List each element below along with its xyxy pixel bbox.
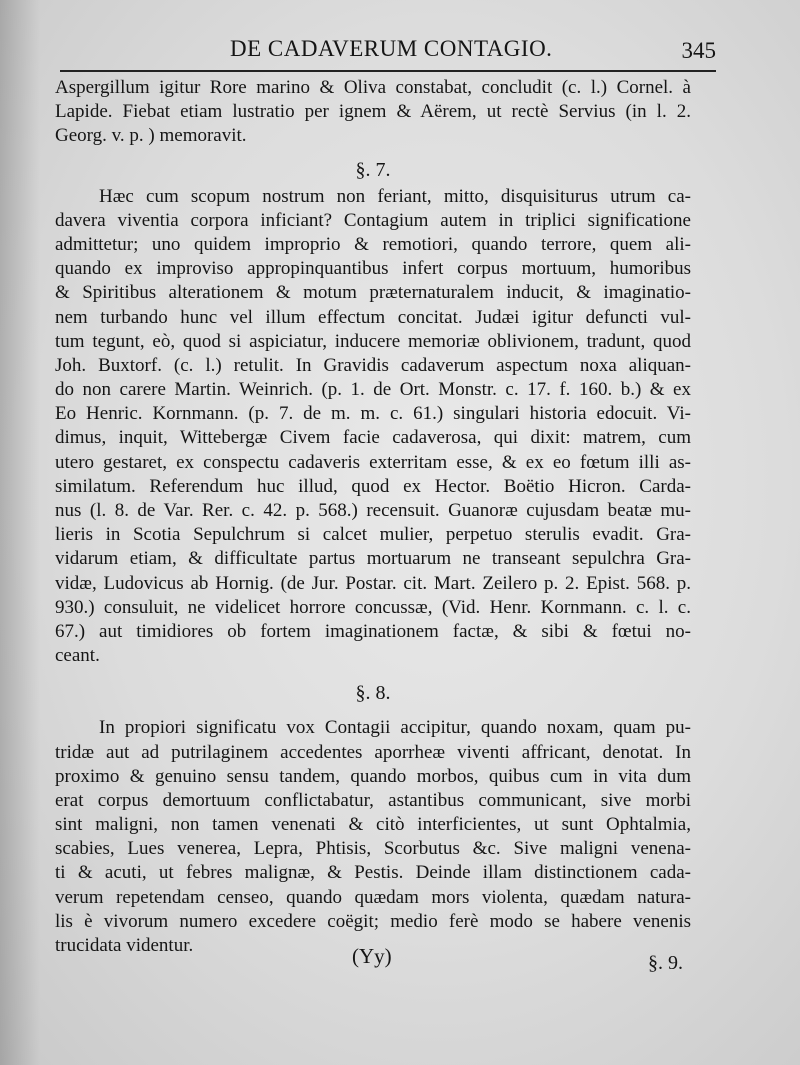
section-8-heading: §. 8.: [355, 682, 391, 705]
running-head: [60, 36, 716, 74]
text-line: vidarum etiam, & difficultate partus mortuarum ne transeant sepulchra Gra-: [55, 548, 691, 570]
text-line: proximo & genuino sensu tandem, quando morbos, quibus cum in vita dum: [55, 765, 691, 787]
text-line: admittetur; uno quidem improprio & remotiori, quando terrore, quem ali-: [55, 233, 691, 255]
text-line: vidæ, Ludovicus ab Hornig. (de Jur. Postar. cit. Mart. Zeilero p. 2. Epist. 568. p.: [55, 572, 691, 594]
intro-paragraph: [55, 76, 691, 149]
text-line: utero gestaret, ex conspectu cadaveris exterritam esse, & ex eo fœtum illi as-: [55, 451, 691, 473]
text-line: verum repetendam censeo, quando quædam mors violenta, quædam natura-: [55, 886, 691, 908]
text-line: In propiori significatu vox Contagii accipitur, quando noxam, quam pu-: [99, 717, 691, 739]
text-line: quando ex improviso appropinquantibus infert corpus mortuum, humoribus: [55, 258, 691, 280]
catchword: §. 9.: [648, 952, 683, 974]
text-line: tridæ aut ad putrilaginem accedentes aporrheæ viventi affricant, denotat. In: [55, 741, 691, 763]
text-line: erat corpus demortuum conflictabatur, astantibus communicant, sive morbi: [55, 789, 691, 811]
main-text: [55, 76, 691, 958]
text-line: ti & acuti, ut febres malignæ, & Pestis. Deinde illam distinctionem cada-: [55, 862, 691, 884]
text-line: scabies, Lues venerea, Lepra, Phtisis, Scorbutus &c. Sive maligni venena-: [55, 838, 691, 860]
text-line: ceant.: [55, 645, 100, 667]
text-line: tum tegunt, eò, quod si aspiciatur, inducere memoriæ oblivionem, tradunt, quod: [55, 330, 691, 352]
text-line: & Spiritibus alterationem & motum præternaturalem inducit, & imaginatio-: [55, 282, 691, 304]
text-line: 67.) aut timidiores ob fortem imaginationem factæ, & sibi & fœtui no-: [55, 620, 691, 642]
text-line: dimus, inquit, Wittebergæ Civem facie cadaverosa, qui dixit: matrem, cum: [55, 427, 691, 449]
text-line: nus (l. 8. de Var. Rer. c. 42. p. 568.) recensuit. Guanoræ cujusdam beatæ mu-: [55, 500, 691, 521]
header-rule: [60, 70, 716, 72]
section-8-paragraph: [55, 716, 691, 958]
text-line: Aspergillum igitur Rore marino & Oliva constabat, concludit (c. l.) Cornel. à: [55, 77, 691, 98]
text-line: sint maligni, non tamen venenati & citò interficientes, ut sunt Ophtalmia,: [55, 814, 691, 836]
page-number: 345: [681, 38, 716, 63]
running-title: DE CADAVERUM CONTAGIO.: [230, 36, 553, 61]
gutter-shadow: [0, 0, 40, 1065]
signature-mark: (Yy): [352, 944, 392, 968]
text-line: Lapide. Fiebat etiam lustratio per ignem & Aërem, ut rectè Servius (in l. 2.: [55, 101, 691, 123]
text-line: Georg. v. p. ) memoravit.: [55, 125, 247, 147]
text-line: 930.) consuluit, ne videlicet horrore concussæ, (Vid. Henr. Kornmann. c. l. c.: [55, 596, 691, 618]
text-line: Hæc cum scopum nostrum non feriant, mitto, disquisiturus utrum ca-: [99, 185, 691, 207]
section-7-heading: §. 7.: [355, 158, 391, 181]
text-line: do non carere Martin. Weinrich. (p. 1. de Ort. Monstr. c. 17. f. 160. b.) & ex: [55, 379, 691, 401]
text-line: Eo Henric. Kornmann. (p. 7. de m. m. c. 61.) singulari historia edocuit. Vi-: [55, 403, 691, 425]
text-line: davera viventia corpora inficiant? Contagium autem in triplici significatione: [55, 209, 691, 231]
text-line: trucidata videntur.: [55, 935, 194, 956]
text-line: lieris in Scotia Sepulchrum si calcet mulier, perpetuo sterulis evadit. Gra-: [55, 524, 691, 546]
text-line: similatum. Referendum huc illud, quod ex Hector. Boëtio Hicron. Carda-: [55, 475, 691, 497]
text-line: nem turbando hunc vel illum effectum concitat. Judæi igitur defuncti vul-: [55, 306, 691, 328]
section-7-paragraph: [55, 185, 691, 669]
text-line: Joh. Buxtorf. (c. l.) retulit. In Gravidis cadaverum aspectum noxa aliquan-: [55, 354, 691, 376]
text-line: lis è vivorum numero excedere coëgit; medio ferè modo se habere venenis: [55, 910, 691, 932]
